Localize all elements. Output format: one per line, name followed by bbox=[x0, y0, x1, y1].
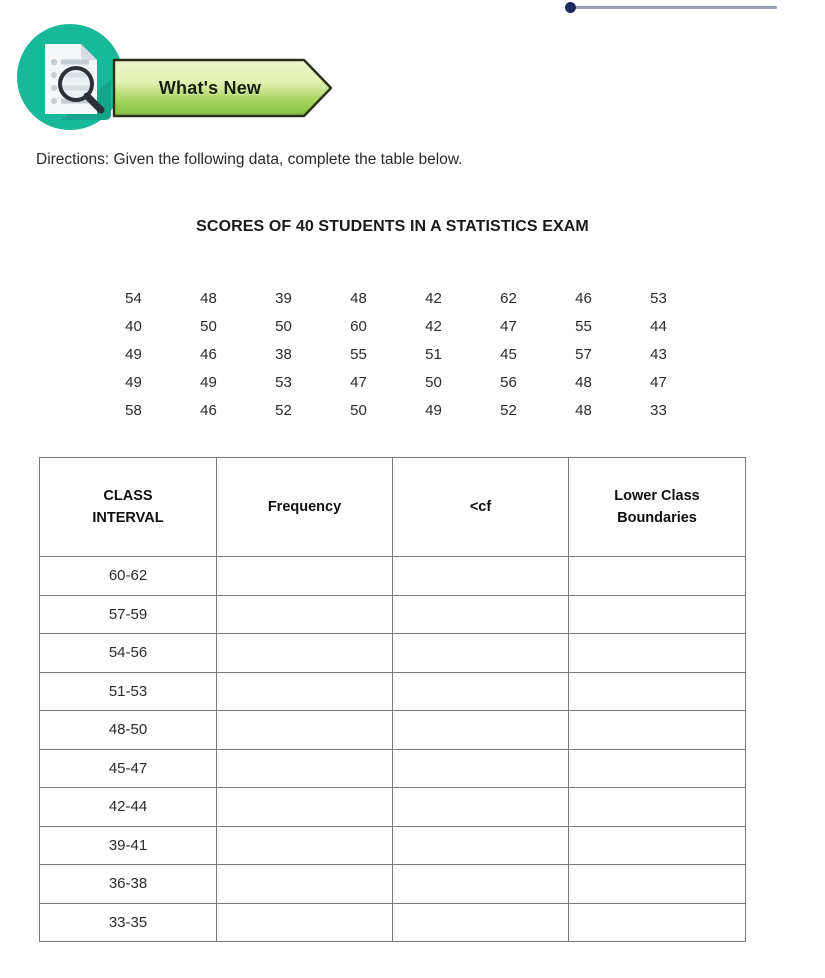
lower-class-boundaries-input-cell[interactable] bbox=[569, 595, 746, 634]
raw-score-cell: 55 bbox=[350, 345, 367, 363]
table-row bbox=[40, 826, 746, 865]
frequency-input-cell[interactable] bbox=[217, 595, 393, 634]
class-interval-cell: 57-59 bbox=[40, 595, 217, 634]
frequency-input-cell[interactable] bbox=[217, 672, 393, 711]
page-scroll-slider[interactable] bbox=[565, 2, 777, 14]
table-header-label: CLASS bbox=[103, 487, 153, 504]
class-interval-cell: 48-50 bbox=[40, 711, 217, 750]
raw-score-cell: 53 bbox=[650, 289, 667, 307]
raw-score-cell: 45 bbox=[500, 345, 517, 363]
raw-score-cell: 39 bbox=[275, 289, 292, 307]
raw-score-cell: 46 bbox=[200, 345, 217, 363]
table-row bbox=[40, 557, 746, 596]
raw-score-cell: 42 bbox=[425, 317, 442, 335]
table-header-label: <cf bbox=[469, 498, 492, 515]
class-interval-cell: 51-53 bbox=[40, 672, 217, 711]
frequency-input-cell[interactable] bbox=[217, 711, 393, 750]
raw-score-cell: 44 bbox=[650, 317, 667, 335]
frequency-distribution-table bbox=[39, 457, 746, 942]
raw-score-cell: 49 bbox=[425, 401, 442, 419]
class-interval-cell: 54-56 bbox=[40, 634, 217, 673]
frequency-input-cell[interactable] bbox=[217, 903, 393, 942]
class-interval-cell: 33-35 bbox=[40, 903, 217, 942]
table-row bbox=[40, 865, 746, 904]
lower-class-boundaries-input-cell[interactable] bbox=[569, 634, 746, 673]
raw-score-cell: 48 bbox=[575, 401, 592, 419]
lower-class-boundaries-input-cell[interactable] bbox=[569, 557, 746, 596]
table-header-label: Boundaries bbox=[617, 510, 697, 526]
class-interval-cell: 45-47 bbox=[40, 749, 217, 788]
ribbon-label: What's New bbox=[158, 77, 262, 98]
table-row bbox=[40, 711, 746, 750]
table-header-cell-class_interval bbox=[40, 458, 217, 557]
directions-text: Directions: Given the following data, complete the table below. bbox=[36, 151, 463, 168]
slider-handle[interactable] bbox=[565, 2, 576, 13]
raw-score-cell: 57 bbox=[575, 345, 592, 363]
lower-class-boundaries-input-cell[interactable] bbox=[569, 749, 746, 788]
class-interval-cell: 39-41 bbox=[40, 826, 217, 865]
table-row bbox=[40, 634, 746, 673]
raw-score-cell: 42 bbox=[425, 289, 442, 307]
section-header-badge bbox=[0, 22, 350, 140]
cf-input-cell[interactable] bbox=[393, 788, 569, 827]
table-body bbox=[40, 557, 746, 942]
lower-class-boundaries-input-cell[interactable] bbox=[569, 865, 746, 904]
cf-input-cell[interactable] bbox=[393, 903, 569, 942]
raw-score-cell: 49 bbox=[125, 345, 142, 363]
table-header-label: Lower Class bbox=[614, 487, 700, 504]
cf-input-cell[interactable] bbox=[393, 865, 569, 904]
raw-score-cell: 50 bbox=[275, 317, 292, 335]
class-interval-cell: 60-62 bbox=[40, 557, 217, 596]
raw-score-cell: 48 bbox=[350, 289, 367, 307]
raw-scores-row bbox=[96, 312, 696, 340]
raw-scores-row bbox=[96, 368, 696, 396]
raw-score-cell: 55 bbox=[575, 317, 592, 335]
cf-input-cell[interactable] bbox=[393, 711, 569, 750]
raw-score-cell: 48 bbox=[575, 373, 592, 391]
table-header-label: INTERVAL bbox=[92, 510, 164, 526]
whats-new-ribbon bbox=[112, 58, 334, 118]
raw-score-cell: 56 bbox=[500, 373, 517, 391]
lower-class-boundaries-input-cell[interactable] bbox=[569, 903, 746, 942]
cf-input-cell[interactable] bbox=[393, 826, 569, 865]
raw-score-cell: 50 bbox=[350, 401, 367, 419]
raw-score-cell: 60 bbox=[350, 317, 367, 335]
cf-input-cell[interactable] bbox=[393, 749, 569, 788]
raw-score-cell: 38 bbox=[275, 345, 292, 363]
raw-score-cell: 49 bbox=[125, 373, 142, 391]
frequency-input-cell[interactable] bbox=[217, 826, 393, 865]
raw-score-cell: 62 bbox=[500, 289, 517, 307]
raw-score-cell: 53 bbox=[275, 373, 292, 391]
raw-score-cell: 52 bbox=[500, 401, 517, 419]
frequency-input-cell[interactable] bbox=[217, 788, 393, 827]
table-header-row bbox=[40, 458, 746, 557]
table-row bbox=[40, 672, 746, 711]
raw-score-cell: 47 bbox=[500, 317, 517, 335]
table-header-cell-lower_class_boundaries bbox=[569, 458, 746, 557]
raw-scores-row bbox=[96, 396, 696, 424]
raw-scores-grid bbox=[96, 284, 696, 424]
raw-score-cell: 50 bbox=[200, 317, 217, 335]
table-header bbox=[40, 458, 746, 557]
lower-class-boundaries-input-cell[interactable] bbox=[569, 672, 746, 711]
class-interval-cell: 42-44 bbox=[40, 788, 217, 827]
table-row bbox=[40, 595, 746, 634]
cf-input-cell[interactable] bbox=[393, 557, 569, 596]
raw-score-cell: 50 bbox=[425, 373, 442, 391]
raw-score-cell: 49 bbox=[200, 373, 217, 391]
frequency-input-cell[interactable] bbox=[217, 557, 393, 596]
lower-class-boundaries-input-cell[interactable] bbox=[569, 788, 746, 827]
lower-class-boundaries-input-cell[interactable] bbox=[569, 826, 746, 865]
table-row bbox=[40, 788, 746, 827]
raw-score-cell: 51 bbox=[425, 345, 442, 363]
data-set-title: SCORES OF 40 STUDENTS IN A STATISTICS EXAM bbox=[196, 218, 589, 235]
raw-score-cell: 48 bbox=[200, 289, 217, 307]
raw-score-cell: 52 bbox=[275, 401, 292, 419]
raw-score-cell: 33 bbox=[650, 401, 667, 419]
table-row bbox=[40, 903, 746, 942]
frequency-input-cell[interactable] bbox=[217, 749, 393, 788]
lower-class-boundaries-input-cell[interactable] bbox=[569, 711, 746, 750]
raw-score-cell: 46 bbox=[575, 289, 592, 307]
raw-scores-row bbox=[96, 284, 696, 312]
raw-score-cell: 46 bbox=[200, 401, 217, 419]
slider-track[interactable] bbox=[571, 6, 777, 9]
raw-score-cell: 58 bbox=[125, 401, 142, 419]
raw-score-cell: 43 bbox=[650, 345, 667, 363]
cf-input-cell[interactable] bbox=[393, 672, 569, 711]
frequency-input-cell[interactable] bbox=[217, 634, 393, 673]
table-header-label: Frequency bbox=[267, 498, 342, 515]
cf-input-cell[interactable] bbox=[393, 595, 569, 634]
raw-score-cell: 47 bbox=[350, 373, 367, 391]
table-header-cell-cf bbox=[393, 458, 569, 557]
document-magnifier-icon bbox=[15, 22, 125, 132]
raw-scores-row bbox=[96, 340, 696, 368]
raw-score-cell: 47 bbox=[650, 373, 667, 391]
frequency-input-cell[interactable] bbox=[217, 865, 393, 904]
table-header-cell-frequency bbox=[217, 458, 393, 557]
class-interval-cell: 36-38 bbox=[40, 865, 217, 904]
table-row bbox=[40, 749, 746, 788]
raw-score-cell: 40 bbox=[125, 317, 142, 335]
cf-input-cell[interactable] bbox=[393, 634, 569, 673]
raw-score-cell: 54 bbox=[125, 289, 142, 307]
